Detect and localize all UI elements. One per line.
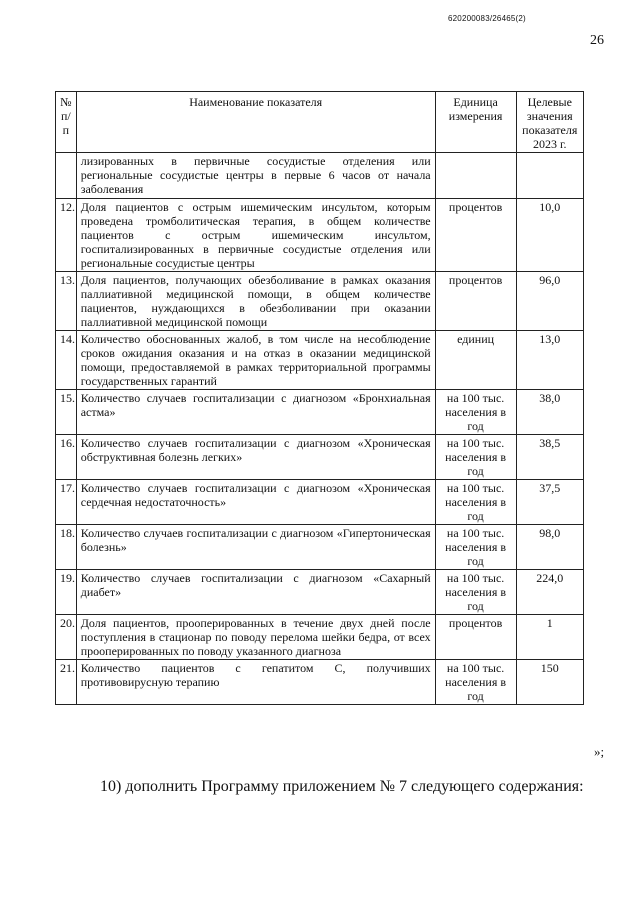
table-row — [56, 570, 584, 615]
cell-unit: на 100 тыс. населения в год — [435, 660, 516, 705]
cell-value: 150 — [516, 660, 583, 705]
cell-value: 37,5 — [516, 480, 583, 525]
cell-unit: процентов — [435, 199, 516, 272]
cell-value: 38,0 — [516, 390, 583, 435]
cell-num: 15. — [56, 390, 77, 435]
cell-value: 38,5 — [516, 435, 583, 480]
header-value: Целевые значения показателя 2023 г. — [516, 92, 583, 153]
cell-name: лизированных в первичные сосудистые отделения или региональные сосудистые центры в первые 6 часов от начала заболевания — [76, 153, 435, 199]
cell-unit: процентов — [435, 615, 516, 660]
cell-name: Количество пациентов с гепатитом С, получивших противовирусную терапию — [76, 660, 435, 705]
table-row — [56, 199, 584, 272]
indicators-table — [55, 91, 584, 705]
cell-value — [516, 153, 583, 199]
cell-num: 21. — [56, 660, 77, 705]
table-row — [56, 480, 584, 525]
page-number: 26 — [590, 33, 604, 48]
cell-name: Доля пациентов, получающих обезболивание в рамках оказания паллиативной медицинской помощи, в общем количестве пациентов, нуждающихся в обезболивании при оказании паллиативной медицинской помощи — [76, 272, 435, 331]
header-name: Наименование показателя — [76, 92, 435, 153]
cell-name: Количество случаев госпитализации с диагнозом «Сахарный диабет» — [76, 570, 435, 615]
cell-num — [56, 153, 77, 199]
cell-name: Количество обоснованных жалоб, в том числе на несоблюдение сроков ожидания оказания и на отказ в оказании медицинской помощи, предоставляемой в рамках территориальной программы государственных гарантий — [76, 331, 435, 390]
cell-unit: на 100 тыс. населения в год — [435, 570, 516, 615]
cell-unit: процентов — [435, 272, 516, 331]
cell-value: 1 — [516, 615, 583, 660]
table-row-continuation — [56, 153, 584, 199]
header-num: № п/п — [56, 92, 77, 153]
table-header-row — [56, 92, 584, 153]
table-row — [56, 435, 584, 480]
cell-unit — [435, 153, 516, 199]
cell-unit: на 100 тыс. населения в год — [435, 390, 516, 435]
cell-name: Доля пациентов с острым ишемическим инсультом, которым проведена тромболитическая терапия, в общем количестве пациентов с острым ишемическим инсультом, госпитализированных в первичные сосудистые отделения или региональные сосудистые центры — [76, 199, 435, 272]
cell-num: 14. — [56, 331, 77, 390]
cell-name: Количество случаев госпитализации с диагнозом «Бронхиальная астма» — [76, 390, 435, 435]
amendment-text: 10) дополнить Программу приложением № 7 следующего содержания: — [100, 778, 584, 795]
table-row — [56, 660, 584, 705]
cell-num: 16. — [56, 435, 77, 480]
cell-num: 12. — [56, 199, 77, 272]
cell-name: Количество случаев госпитализации с диагнозом «Гипертоническая болезнь» — [76, 525, 435, 570]
header-unit: Единица измерения — [435, 92, 516, 153]
cell-unit: на 100 тыс. населения в год — [435, 435, 516, 480]
table-row — [56, 272, 584, 331]
table-row — [56, 525, 584, 570]
cell-unit: на 100 тыс. населения в год — [435, 480, 516, 525]
cell-name: Доля пациентов, прооперированных в течение двух дней после поступления в стационар по поводу перелома шейки бедра, от всех прооперированных по поводу указанного диагноза — [76, 615, 435, 660]
table-row — [56, 615, 584, 660]
cell-value: 98,0 — [516, 525, 583, 570]
cell-num: 13. — [56, 272, 77, 331]
cell-num: 19. — [56, 570, 77, 615]
cell-num: 18. — [56, 525, 77, 570]
cell-num: 20. — [56, 615, 77, 660]
cell-name: Количество случаев госпитализации с диагнозом «Хроническая обструктивная болезнь легких» — [76, 435, 435, 480]
table-row — [56, 331, 584, 390]
document-id: 620200083/26465(2) — [448, 14, 526, 23]
cell-num: 17. — [56, 480, 77, 525]
table-row — [56, 390, 584, 435]
cell-value: 224,0 — [516, 570, 583, 615]
cell-value: 96,0 — [516, 272, 583, 331]
closing-quote: »; — [594, 744, 605, 759]
cell-name: Количество случаев госпитализации с диагнозом «Хроническая сердечная недостаточность» — [76, 480, 435, 525]
cell-value: 13,0 — [516, 331, 583, 390]
cell-value: 10,0 — [516, 199, 583, 272]
cell-unit: на 100 тыс. населения в год — [435, 525, 516, 570]
cell-unit: единиц — [435, 331, 516, 390]
